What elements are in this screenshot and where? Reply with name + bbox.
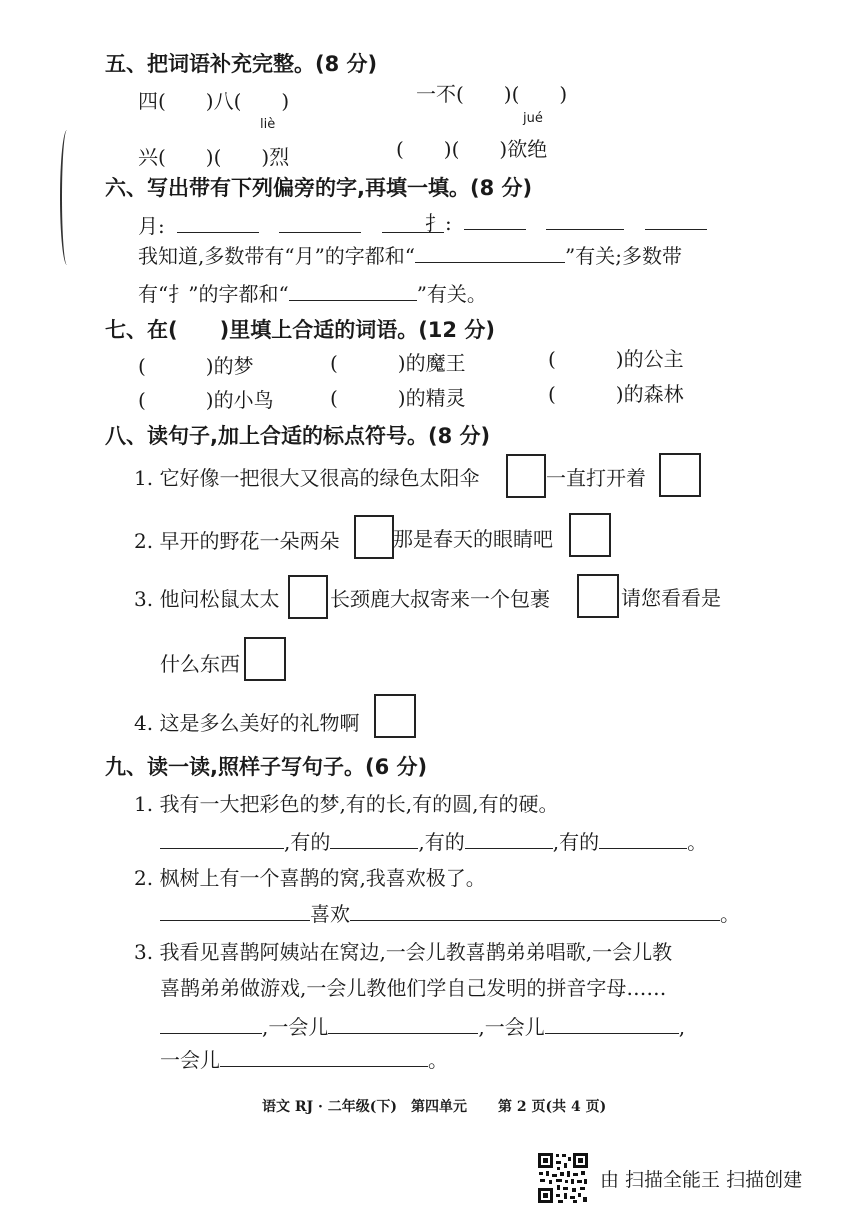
punctuation-box[interactable] — [244, 637, 286, 681]
answer-line[interactable] — [289, 280, 417, 301]
s9-q1-youde: ,有的 — [552, 830, 600, 854]
s8-q3-text-c: 请您看看是 — [621, 586, 721, 610]
s8-q1-text-b: 一直打开着 — [546, 466, 646, 490]
radical-yue-label: 月: — [138, 214, 165, 238]
s6-line2-text-a: 有“扌”的字都和“ — [138, 282, 289, 306]
s9-q3-yihuier: ,一会儿 — [478, 1015, 545, 1039]
punctuation-box[interactable] — [374, 694, 416, 738]
qr-code-icon — [537, 1152, 589, 1204]
s6-line2 — [138, 278, 487, 307]
s9-q2-xihuan: 喜欢 — [310, 902, 350, 926]
section-5-heading: 五、把词语补充完整。(8 分) — [105, 52, 378, 76]
section-9-heading: 九、读一读,照样子写句子。(6 分) — [105, 755, 428, 779]
s8-q2-text-b: 那是春天的眼睛吧 — [393, 527, 553, 551]
s9-q3-answer-line2 — [160, 1044, 448, 1073]
s9-q3-comma: , — [678, 1015, 686, 1039]
answer-line[interactable] — [160, 828, 284, 849]
s6-line1 — [138, 240, 682, 269]
footer-page-number: 第 2 页(共 4 页) — [498, 1099, 607, 1115]
punctuation-box[interactable] — [659, 453, 701, 497]
s6-radical-yue — [138, 210, 444, 239]
s9-q3-example-line2: 喜鹊弟弟做游戏,一会儿教他们学自己发明的拼音字母…… — [160, 976, 667, 1000]
s5-row2-right: ( )( )欲绝 — [396, 137, 548, 161]
s5-pinyin-jue: jué — [523, 111, 543, 126]
s9-q2-end: 。 — [720, 902, 740, 926]
s6-line1-text-a: 我知道,多数带有“月”的字都和“ — [138, 244, 416, 268]
section-8-heading: 八、读句子,加上合适的标点符号。(8 分) — [105, 424, 491, 448]
scanner-watermark-text: 由 扫描全能王 扫描创建 — [600, 1169, 803, 1191]
answer-line[interactable] — [160, 900, 310, 921]
s9-q3-example-line1: 3. 我看见喜鹊阿姨站在窝边,一会儿教喜鹊弟弟唱歌,一会儿教 — [134, 940, 673, 964]
s7-item: ( )的魔王 — [330, 351, 466, 375]
answer-line[interactable] — [279, 212, 361, 233]
answer-line[interactable] — [350, 900, 720, 921]
s7-item: ( )的公主 — [548, 347, 684, 371]
answer-line[interactable] — [177, 212, 259, 233]
margin-mark — [60, 130, 74, 265]
s7-item: ( )的森林 — [548, 382, 684, 406]
s9-q2-answer — [160, 898, 740, 927]
section-6-heading: 六、写出带有下列偏旁的字,再填一填。(8 分) — [105, 176, 533, 200]
s8-q2-text-a: 2. 早开的野花一朵两朵 — [134, 529, 340, 553]
s9-q1-answer — [160, 826, 707, 855]
s8-q1-text-a: 1. 它好像一把很大又很高的绿色太阳伞 — [134, 466, 480, 490]
answer-line[interactable] — [220, 1046, 428, 1067]
s9-q1-end: 。 — [687, 830, 708, 854]
punctuation-box[interactable] — [577, 574, 619, 618]
s7-item: ( )的精灵 — [330, 386, 466, 410]
s6-radical-ti — [425, 207, 707, 236]
s9-q3-end: 。 — [428, 1048, 448, 1072]
s5-row1-right: 一不( )( ) — [416, 82, 568, 106]
punctuation-box[interactable] — [288, 575, 328, 619]
answer-line[interactable] — [415, 242, 565, 263]
s7-item: ( )的梦 — [138, 354, 254, 378]
answer-line[interactable] — [330, 828, 418, 849]
s9-q1-youde: ,有的 — [284, 830, 331, 854]
s8-q3-text-b: 长颈鹿大叔寄来一个包裹 — [330, 587, 550, 611]
s7-item: ( )的小鸟 — [138, 388, 274, 412]
s9-q2-example: 2. 枫树上有一个喜鹊的窝,我喜欢极了。 — [134, 866, 486, 890]
s8-q4-text-a: 4. 这是多么美好的礼物啊 — [134, 711, 360, 735]
punctuation-box[interactable] — [569, 513, 611, 557]
s9-q3-yihuier: ,一会儿 — [262, 1015, 329, 1039]
radical-ti-label: 扌: — [425, 211, 452, 235]
answer-line[interactable] — [160, 1013, 262, 1034]
s5-row2-left: 兴( )( )烈 — [138, 145, 290, 169]
answer-line[interactable] — [599, 828, 687, 849]
punctuation-box[interactable] — [354, 515, 394, 559]
s8-q3-text-a: 3. 他问松鼠太太 — [134, 587, 280, 611]
s6-line2-text-b: ”有关。 — [416, 282, 487, 306]
s5-row1-left: 四( )八( ) — [138, 89, 290, 113]
s8-q3-text-d: 什么东西 — [160, 652, 240, 676]
s9-q1-youde: ,有的 — [418, 830, 465, 854]
answer-line[interactable] — [464, 209, 526, 230]
s9-q3-yihuier: 一会儿 — [160, 1048, 220, 1072]
punctuation-box[interactable] — [506, 454, 546, 498]
answer-line[interactable] — [645, 209, 707, 230]
answer-line[interactable] — [546, 209, 624, 230]
footer-subject: 语文 RJ · 二年级(下) 第四单元 — [262, 1099, 468, 1115]
s9-q3-answer-line1 — [160, 1011, 685, 1040]
answer-line[interactable] — [545, 1013, 679, 1034]
section-7-heading: 七、在( )里填上合适的词语。(12 分) — [105, 318, 495, 342]
answer-line[interactable] — [328, 1013, 478, 1034]
answer-line[interactable] — [465, 828, 553, 849]
s5-pinyin-lie: liè — [260, 117, 276, 132]
s9-q1-example: 1. 我有一大把彩色的梦,有的长,有的圆,有的硬。 — [134, 792, 559, 816]
s6-line1-text-b: ”有关;多数带 — [565, 244, 682, 268]
